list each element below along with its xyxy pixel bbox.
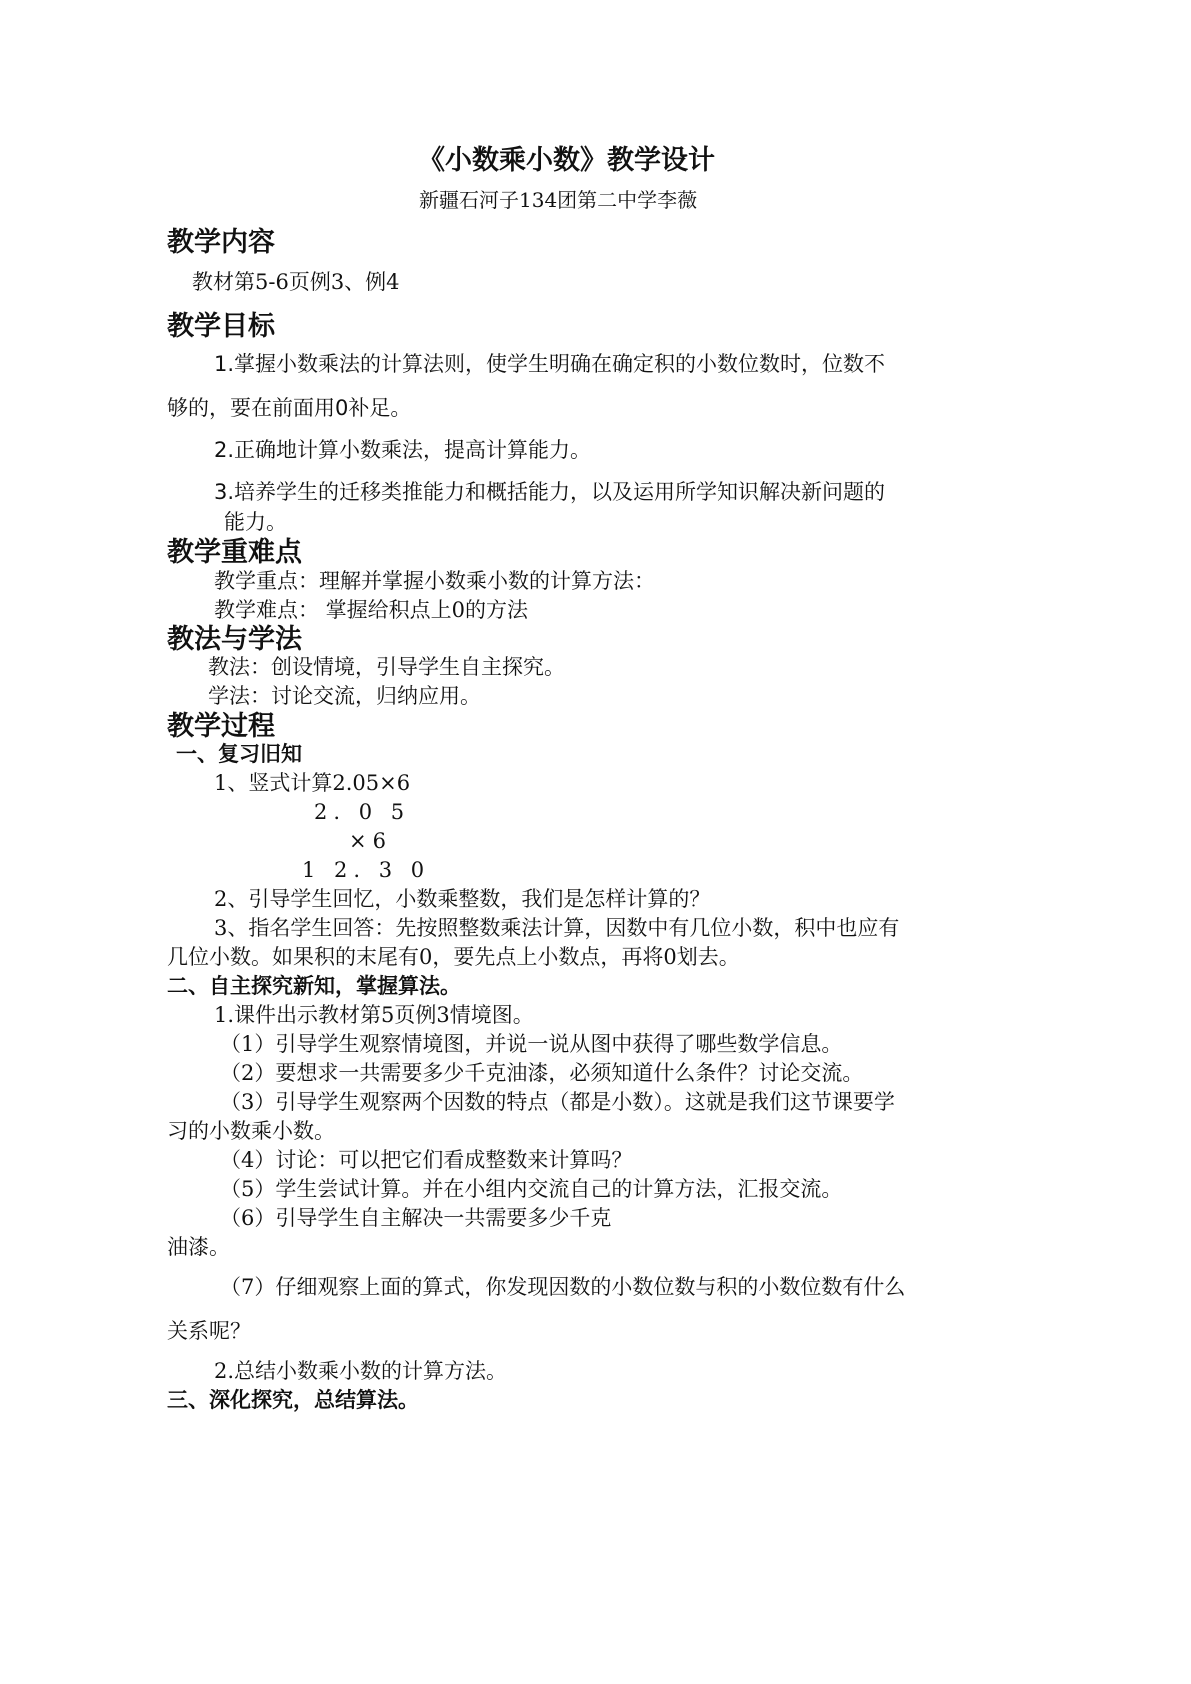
explore-step-6-line-1: （6）引导学生自主解决一共需要多少千克 <box>220 1206 612 1230</box>
explore-step-7-line-2: 关系呢？ <box>167 1319 251 1343</box>
goal-3-line-1: 3.培养学生的迁移类推能力和概括能力，以及运用所学知识解决新问题的 <box>214 480 886 504</box>
review-item-3-line-1: 3、指名学生回答：先按照整数乘法计算，因数中有几位小数，积中也应有 <box>214 916 900 940</box>
explore-step-1: （1）引导学生观察情境图，并说一说从图中获得了哪些数学信息。 <box>220 1032 843 1056</box>
explore-step-5: （5）学生尝试计算。并在小组内交流自己的计算方法，汇报交流。 <box>220 1177 843 1201</box>
review-item-2: 2、引导学生回忆，小数乘整数，我们是怎样计算的？ <box>214 887 711 911</box>
calc-product: 1 2. 3 0 <box>302 858 431 882</box>
goal-2: 2.正确地计算小数乘法，提高计算能力。 <box>214 438 592 462</box>
review-item-1: 1、竖式计算2.05×6 <box>214 771 411 795</box>
explore-step-2: （2）要想求一共需要多少千克油漆，必须知道什么条件？讨论交流。 <box>220 1061 864 1085</box>
goal-1-line-2: 够的，要在前面用0补足。 <box>167 396 412 420</box>
explore-item-1: 1.课件出示教材第5页例3情境图。 <box>214 1003 534 1027</box>
heading-content: 教学内容 <box>167 227 275 258</box>
goal-3-line-2: 能力。 <box>224 510 287 534</box>
explore-step-4: （4）讨论：可以把它们看成整数来计算吗？ <box>220 1148 633 1172</box>
review-item-3-line-2: 几位小数。如果积的末尾有0，要先点上小数点，再将0划去。 <box>167 945 740 969</box>
goal-1-line-1: 1.掌握小数乘法的计算法则，使学生明确在确定积的小数位数时，位数不 <box>214 352 886 376</box>
content-text: 教材第5-6页例3、例4 <box>192 270 400 294</box>
explore-step-6-line-2: 油漆。 <box>167 1235 230 1259</box>
document-title: 《小数乘小数》教学设计 <box>418 145 715 176</box>
calc-multiplier: ×6 <box>349 829 392 853</box>
focus-key: 教学重点：理解并掌握小数乘小数的计算方法： <box>214 569 655 593</box>
explore-step-7-line-1: （7）仔细观察上面的算式，你发现因数的小数位数与积的小数位数有什么 <box>220 1275 906 1299</box>
heading-process: 教学过程 <box>167 711 275 742</box>
explore-item-2: 2.总结小数乘小数的计算方法。 <box>214 1359 508 1383</box>
heading-focus: 教学重难点 <box>167 537 302 568</box>
method-learn: 学法：讨论交流，归纳应用。 <box>208 684 481 708</box>
author-line: 新疆石河子134团第二中学李薇 <box>419 188 698 212</box>
heading-methods: 教法与学法 <box>167 624 302 655</box>
explore-step-3-line-2: 习的小数乘小数。 <box>167 1119 335 1143</box>
deepen-heading: 三、深化探究，总结算法。 <box>167 1388 419 1412</box>
focus-difficulty: 教学难点： 掌握给积点上0的方法 <box>214 598 529 622</box>
calc-multiplicand: 2. 0 5 <box>314 800 411 824</box>
explore-step-3-line-1: （3）引导学生观察两个因数的特点（都是小数）。这就是我们这节课要学 <box>220 1090 895 1114</box>
review-heading: 一、复习旧知 <box>176 742 302 766</box>
explore-heading: 二、自主探究新知，掌握算法。 <box>167 974 461 998</box>
heading-goals: 教学目标 <box>167 311 275 342</box>
method-teach: 教法：创设情境，引导学生自主探究。 <box>208 655 565 679</box>
